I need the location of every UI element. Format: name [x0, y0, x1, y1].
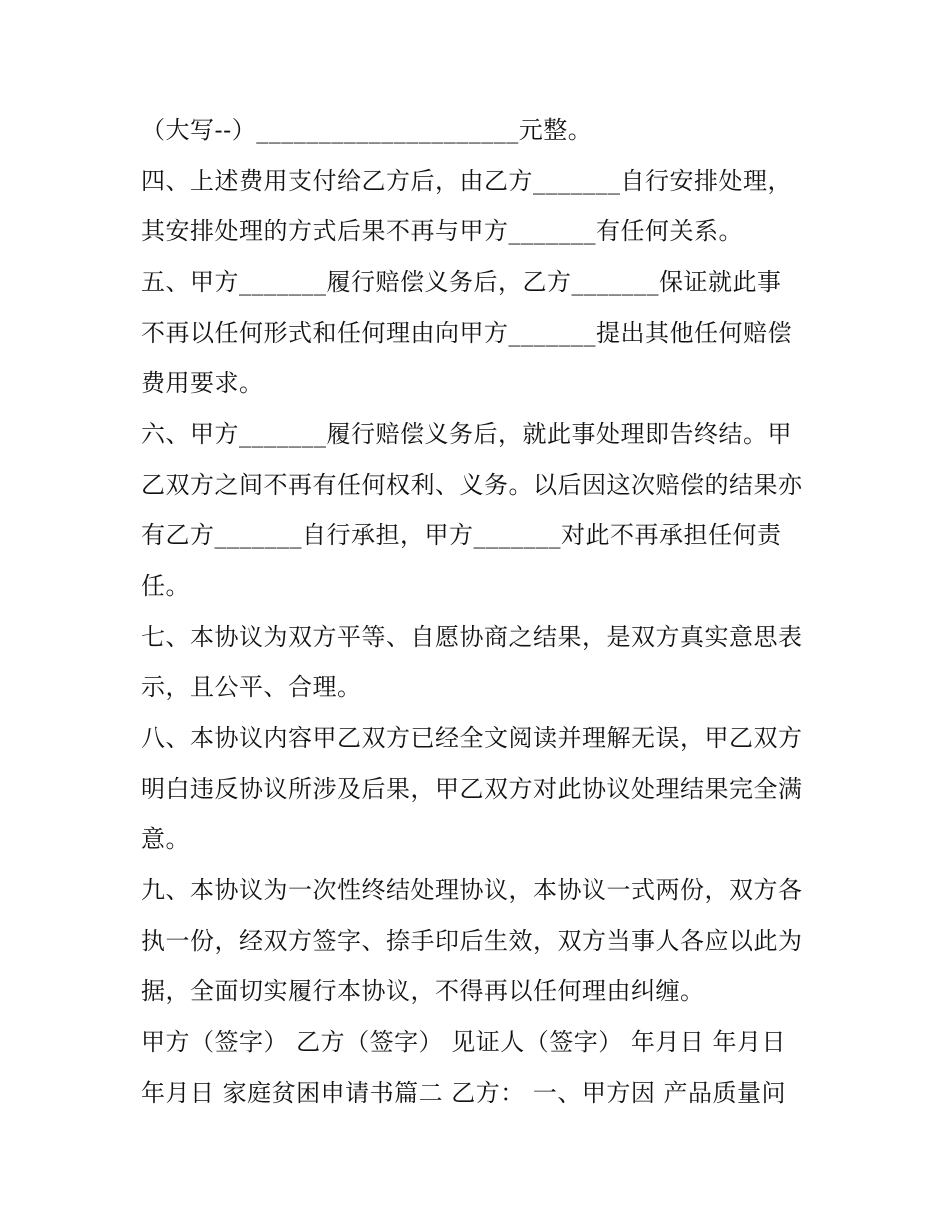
text-line: 示，且公平、合理。	[141, 673, 362, 701]
text-line: 年月日 家庭贫困申请书篇二 乙方： 一、甲方因 产品质量问	[141, 1079, 787, 1107]
text-line: 八、本协议内容甲乙双方已经全文阅读并理解无误，甲乙双方	[141, 724, 803, 752]
text-line: 据，全面切实履行本协议，不得再以任何理由纠缠。	[141, 977, 705, 1005]
text-line: 执一份，经双方签字、捺手印后生效，双方当事人各应以此为	[141, 927, 803, 955]
text-line: 九、本协议为一次性终结处理协议，本协议一式两份，双方各	[141, 876, 803, 904]
text-line: 意。	[141, 825, 190, 853]
text-line: 六、甲方_______履行赔偿义务后，就此事处理即告终结。甲	[141, 420, 792, 448]
text-line: 五、甲方_______履行赔偿义务后，乙方_______保证就此事	[141, 268, 782, 296]
text-line: 七、本协议为双方平等、自愿协商之结果，是双方真实意思表	[141, 623, 803, 651]
text-line: （大写--）_____________________元整。	[141, 116, 593, 144]
text-line: 任。	[141, 572, 190, 600]
text-line: 费用要求。	[141, 369, 264, 397]
text-line: 不再以任何形式和任何理由向甲方_______提出其他任何赔偿	[141, 319, 792, 347]
text-line: 有乙方_______自行承担，甲方_______对此不再承担任何责	[141, 521, 782, 549]
text-line: 明白违反协议所涉及后果，甲乙双方对此协议处理结果完全满	[141, 775, 803, 803]
text-line: 乙双方之间不再有任何权利、义务。以后因这次赔偿的结果亦	[141, 471, 803, 499]
text-line: 甲方（签字） 乙方（签字） 见证人（签字） 年月日 年月日	[141, 1028, 787, 1056]
text-line: 四、上述费用支付给乙方后，由乙方_______自行安排处理，	[141, 167, 792, 195]
text-line: 其安排处理的方式后果不再与甲方_______有任何关系。	[141, 217, 743, 245]
